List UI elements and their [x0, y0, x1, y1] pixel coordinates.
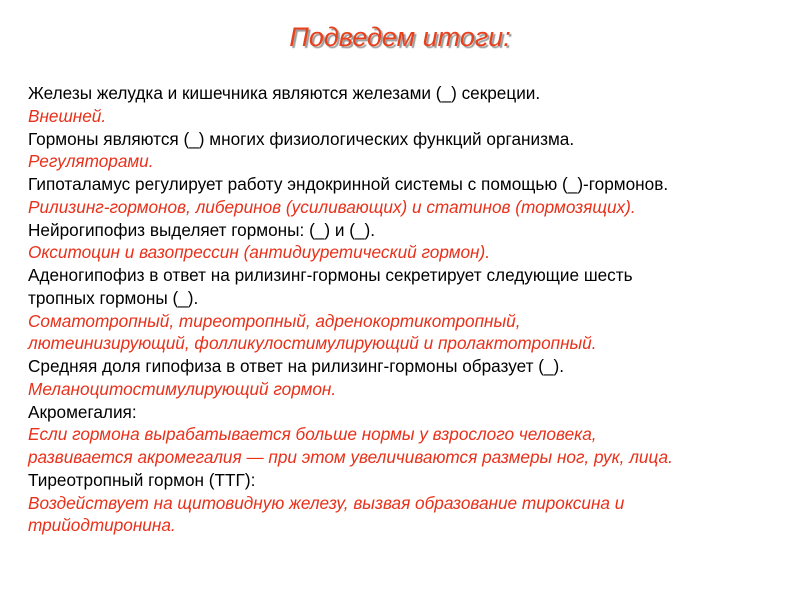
slide-title: Подведем итоги:: [289, 22, 511, 52]
answer-line: Если гормона вырабатывается больше нормы у взрослого человека,: [28, 424, 597, 445]
summary-list: [28, 82, 788, 537]
answer-line: трийодтиронина.: [28, 515, 176, 536]
question-line: Нейрогипофиз выделяет гормоны: (_) и (_).: [28, 219, 376, 240]
answer-line: развивается акромегалия — при этом увеличиваются размеры ног, рук, лица.: [28, 447, 673, 467]
answer-line: Окситоцин и вазопрессин (антидиуретический гормон).: [28, 242, 491, 263]
answer-line: Соматотропный, тиреотропный, адренокортикотропный,: [28, 310, 521, 331]
answer-line: Внешней.: [28, 105, 107, 126]
question-line: Железы желудка и кишечника являются железами (_) секреции.: [28, 83, 541, 103]
question-line: Аденогипофиз в ответ на рилизинг-гормоны секретирует следующие шесть: [28, 265, 633, 285]
question-line: Гипоталамус регулирует работу эндокринной системы с помощью (_)-гормонов.: [28, 174, 669, 194]
question-line: Средняя доля гипофиза в ответ на рилизинг-гормоны образует (_).: [28, 356, 565, 376]
answer-line: Регуляторами.: [28, 151, 154, 172]
answer-line: лютеинизирующий, фолликулостимулирующий и пролактотропный.: [28, 333, 597, 354]
answer-line: Меланоцитостимулирующий гормон.: [28, 378, 337, 399]
question-line: Гормоны являются (_) многих физиологических функций организма.: [28, 128, 575, 149]
question-line: тропных гормоны (_).: [28, 287, 199, 308]
question-line: Акромегалия:: [28, 401, 137, 422]
answer-line: Рилизинг-гормонов, либеринов (усиливающих) и статинов (тормозящих).: [28, 196, 636, 217]
answer-line: Воздействует на щитовидную железу, вызвая образование тироксина и: [28, 492, 625, 513]
question-line: Тиреотропный гормон (ТТГ):: [28, 469, 256, 490]
